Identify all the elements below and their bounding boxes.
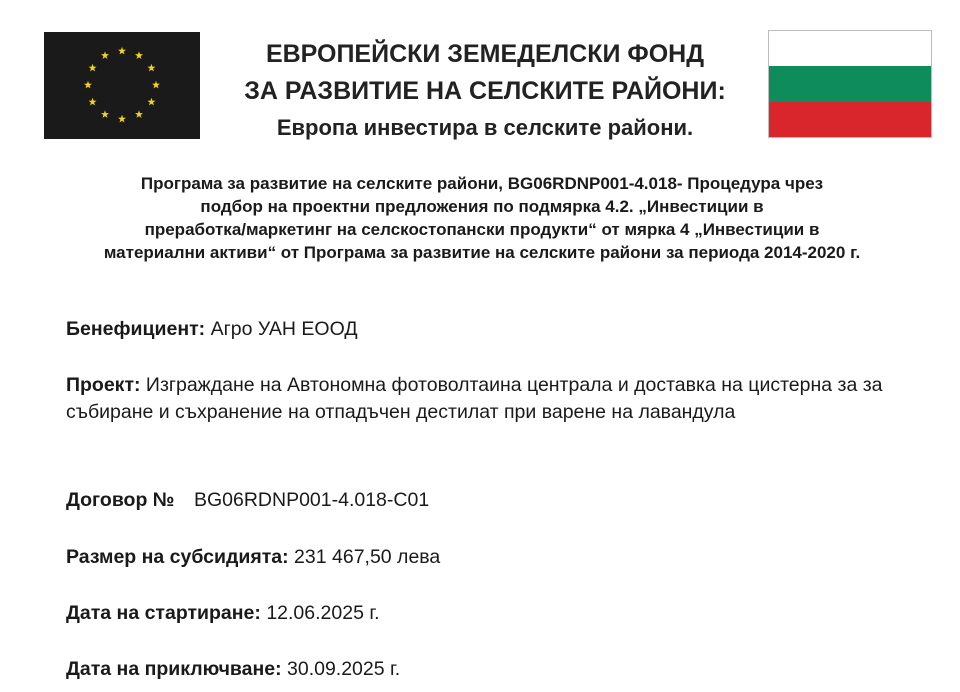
fund-title-line1: ЕВРОПЕЙСКИ ЗЕМЕДЕЛСКИ ФОНД: [265, 40, 705, 68]
subsidy-row: [66, 544, 926, 571]
eu-star: [118, 47, 126, 55]
programme-line4: материални активи“ от Програма за развитие на селските райони за периода 2014-2020 г.: [103, 243, 861, 262]
end-date-row: [66, 656, 926, 683]
flag-stripe-green: [769, 66, 931, 101]
eu-stars-circle: [44, 32, 200, 139]
subsidy-value: 231 467,50 лева: [294, 546, 441, 568]
contract-label: Договор №: [66, 489, 175, 511]
flag-stripe-red: [769, 102, 931, 137]
start-date-row: [66, 600, 926, 627]
end-date-label: Дата на приключване:: [66, 658, 282, 680]
eu-star: [147, 98, 155, 106]
flag-stripe-white: [769, 31, 931, 66]
eu-star: [135, 110, 143, 118]
eu-star: [84, 81, 92, 89]
eu-star: [89, 98, 97, 106]
start-date-value: 12.06.2025 г.: [266, 602, 380, 624]
eu-star: [152, 81, 160, 89]
eu-star: [147, 64, 155, 72]
eu-star: [135, 51, 143, 59]
project-label: Проект:: [66, 374, 141, 396]
eu-star: [89, 64, 97, 72]
eu-star: [101, 110, 109, 118]
bulgarian-flag-icon: [768, 30, 932, 138]
subsidy-label: Размер на субсидията:: [66, 546, 289, 568]
programme-line1: Програма за развитие на селските райони, BG06RDNP001-4.018- Процедура чрез: [140, 174, 824, 193]
beneficiary-label: Бенефициент:: [66, 318, 206, 340]
fund-title-line2: ЗА РАЗВИТИЕ НА СЕЛСКИТЕ РАЙОНИ:: [244, 77, 726, 105]
contract-value: BG06RDNP001-4.018-C01: [193, 489, 430, 511]
beneficiary-value: Агро УАН ЕООД: [210, 318, 358, 340]
programme-description: [14, 172, 950, 264]
fund-slogan: Европа инвестира в селските райони.: [276, 115, 694, 140]
beneficiary-row: [66, 316, 926, 343]
project-row: [66, 372, 926, 426]
end-date-value: 30.09.2025 г.: [287, 658, 401, 680]
programme-line3: преработка/маркетинг на селскостопански продукти“ от мярка 4 „Инвестиции в: [144, 220, 820, 239]
contract-row: [66, 487, 926, 514]
fund-title: [225, 36, 745, 146]
eu-star: [118, 115, 126, 123]
eu-flag-icon: [44, 32, 200, 139]
programme-line2: подбор на проектни предложения по подмярка 4.2. „Инвестиции в: [200, 197, 764, 216]
project-value: Изграждане на Автономна фотоволтаина централа и доставка на цистерна за за събиране и съхранение на отпадъчен дестилат при варене на лавандула: [66, 374, 883, 423]
start-date-label: Дата на стартиране:: [66, 602, 261, 624]
eu-star: [101, 51, 109, 59]
